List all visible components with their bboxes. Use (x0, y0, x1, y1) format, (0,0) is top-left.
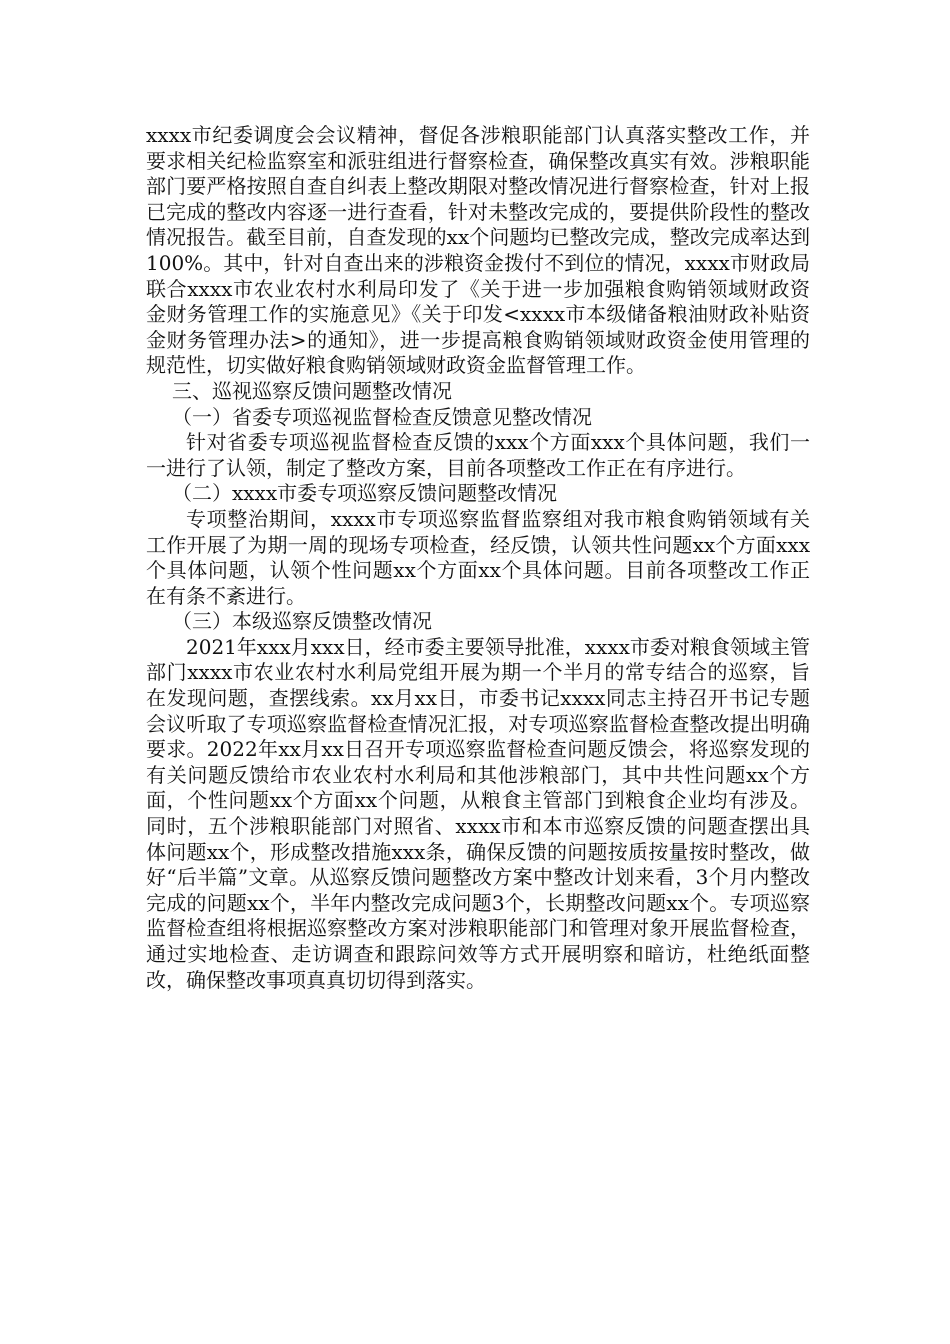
paragraph-body-1: 针对省委专项巡视监督检查反馈的xxx个方面xxx个具体问题，我们一一进行了认领，制定了整改方案，目前各项整改工作正在有序进行。 (146, 430, 810, 480)
subsection-heading-2: （二）xxxx市委专项巡察反馈问题整改情况 (172, 481, 558, 506)
paragraph-body-2: 专项整治期间，xxxx市专项巡察监督监察组对我市粮食购销领域有关工作开展了为期一周的现场专项检查，经反馈，认领共性问题xx个方面xxx个具体问题，认领个性问题xx个方面xx个具体问题。目前各项整改工作正在有条不紊进行。 (146, 506, 810, 608)
paragraph-continued: xxxx市纪委调度会会议精神，督促各涉粮职能部门认真落实整改工作，并要求相关纪检监察室和派驻组进行督察检查，确保整改真实有效。涉粮职能部门要严格按照自查自纠表上整改期限对整改情况进行督察检查，针对上报已完成的整改内容逐一进行查看，针对未整改完成的，要提供阶段性的整改情况报告。截至目前，自查发现的xx个问题均已整改完成，整改完成率达到100%。其中，针对自查出来的涉粮资金拨付不到位的情况，xxxx市财政局联合xxxx市农业农村水利局印发了《关于进一步加强粮食购销领域财政资金财务管理工作的实施意见》《关于印发<xxxx市本级储备粮油财政补贴资金财务管理办法>的通知》，进一步提高粮食购销领域财政资金使用管理的规范性，切实做好粮食购销领域财政资金监督管理工作。 (146, 123, 810, 378)
section-heading: 三、巡视巡察反馈问题整改情况 (172, 378, 452, 403)
paragraph-body-3: 2021年xxx月xxx日，经市委主要领导批准，xxxx市委对粮食领域主管部门xxxx市农业农村水利局党组开展为期一个半月的常专结合的巡察，旨在发现问题，查摆线索。xx月xx日，市委书记xxxx同志主持召开书记专题会议听取了专项巡察监督检查情况汇报，对专项巡察监督检查整改提出明确要求。2022年xx月xx日召开专项巡察监督检查问题反馈会，将巡察发现的有关问题反馈给市农业农村水利局和其他涉粮部门，其中共性问题xx个方面，个性问题xx个方面xx个问题，从粮食主管部门到粮食企业均有涉及。同时，五个涉粮职能部门对照省、xxxx市和本市巡察反馈的问题查摆出具体问题xx个，形成整改措施xxx条，确保反馈的问题按质按量按时整改，做好“后半篇”文章。从巡察反馈问题整改方案中整改计划来看，3个月内整改完成的问题xx个，半年内整改完成问题3个，长期整改问题xx个。专项巡察监督检查组将根据巡察整改方案对涉粮职能部门和管理对象开展监督检查，通过实地检查、走访调查和跟踪问效等方式开展明察和暗访，杜绝纸面整改，确保整改事项真真切切得到落实。 (146, 634, 810, 992)
subsection-heading-3: （三）本级巡察反馈整改情况 (172, 609, 432, 634)
subsection-heading-1: （一）省委专项巡视监督检查反馈意见整改情况 (172, 404, 592, 429)
document-page (146, 123, 810, 993)
